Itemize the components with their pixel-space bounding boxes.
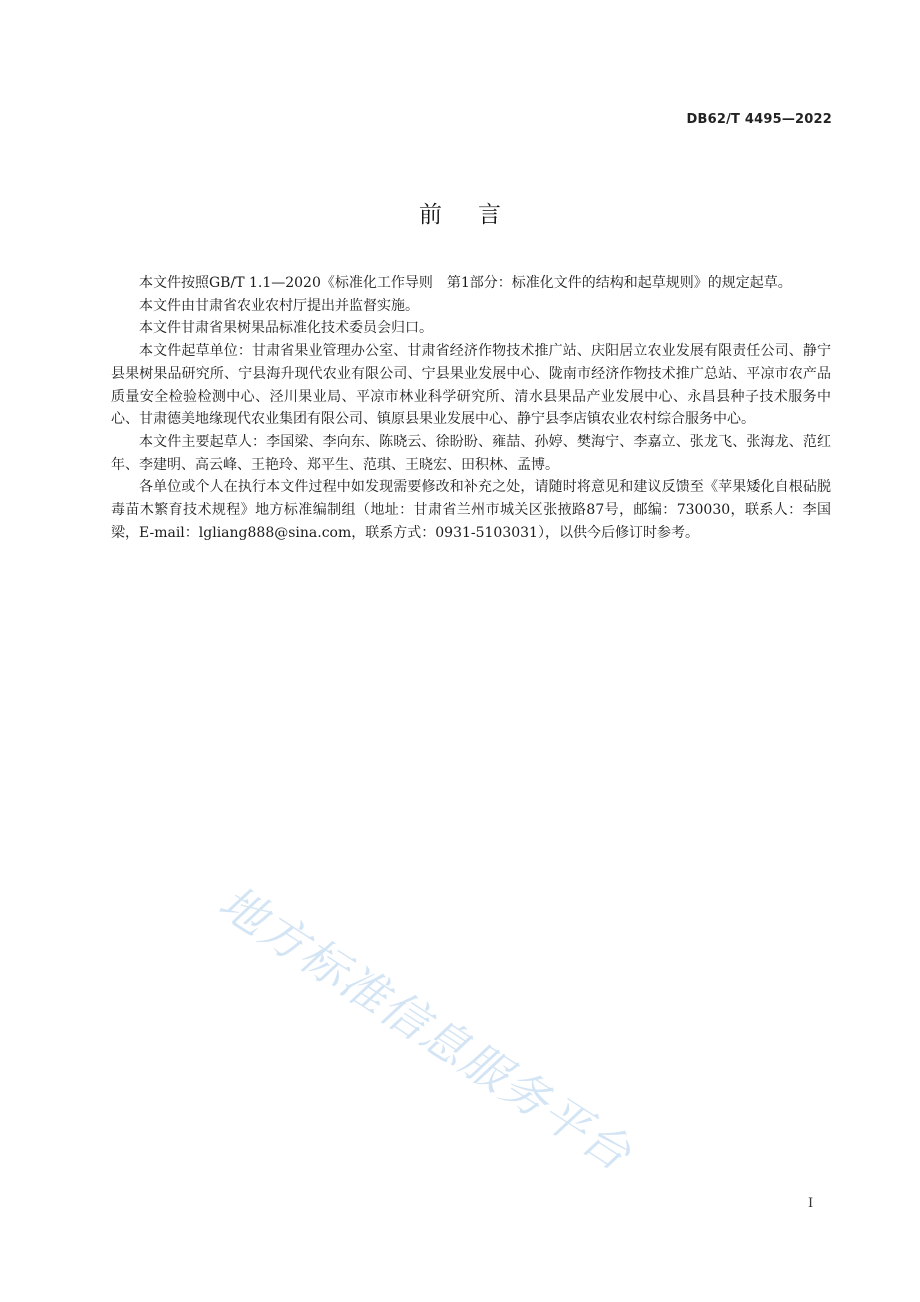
- page-title: 前言: [419, 202, 537, 228]
- paragraph-drafting-basis: 本文件按照GB/T 1.1—2020《标准化工作导则 第1部分：标准化文件的结构和起草规则》的规定起草。: [139, 275, 792, 291]
- document-code: DB62/T 4495—2022: [686, 112, 832, 127]
- watermark: 地方标准信息服务平台: [209, 874, 642, 1182]
- paragraph-proposer: 本文件由甘肃省农业农村厅提出并监督实施。: [139, 297, 419, 314]
- paragraph-feedback: 各单位或个人在执行本文件过程中如发现需要修改和补充之处，请随时将意见和建议反馈至《苹果矮化自根砧脱毒苗木繁育技术规程》地方标准编制组（地址：甘肃省兰州市城关区张掖路87号，邮编：730030，联系人：李国梁，E-mail：lgliang888@sina.com，联系方式：0931-5103031），以供今后修订时参考。: [111, 479, 831, 541]
- foreword-content: [111, 272, 831, 544]
- paragraph-drafters: 本文件主要起草人：李国梁、李向东、陈晓云、徐盼盼、雍喆、孙婷、樊海宁、李嘉立、张龙飞、张海龙、范红年、李建明、高云峰、王艳玲、郑平生、范琪、王晓宏、田积林、孟博。: [111, 433, 831, 473]
- paragraph-administrator: 本文件甘肃省果树果品标准化技术委员会归口。: [139, 320, 433, 337]
- paragraph-drafting-units: 本文件起草单位：甘肃省果业管理办公室、甘肃省经济作物技术推广站、庆阳居立农业发展有限责任公司、静宁县果树果品研究所、宁县海升现代农业有限公司、宁县果业发展中心、陇南市经济作物技术推广总站、平凉市农产品质量安全检验检测中心、泾川果业局、平凉市林业科学研究所、清水县果品产业发展中心、永昌县种子技术服务中心、甘肃德美地缘现代农业集团有限公司、镇原县果业发展中心、静宁县李店镇农业农村综合服务中心。: [111, 343, 831, 428]
- page-number: I: [808, 1196, 814, 1211]
